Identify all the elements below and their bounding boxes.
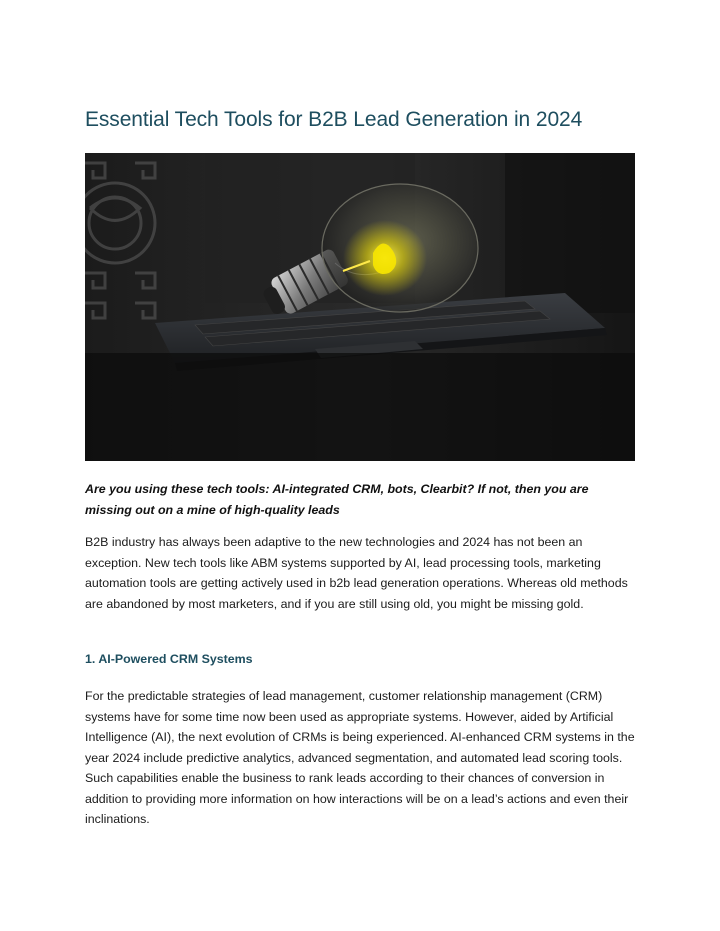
section-heading-ai-crm: 1. AI-Powered CRM Systems bbox=[85, 652, 253, 666]
lead-question: Are you using these tech tools: AI-integrated CRM, bots, Clearbit? If not, then you are missing out on a mine of high-quality leads bbox=[85, 482, 589, 517]
hero-image bbox=[85, 153, 635, 461]
intro-paragraph: B2B industry has always been adaptive to the new technologies and 2024 has not been an exception. New tech tools like ABM systems supported by AI, lead processing tools, marketing automation tools are getting actively used in b2b lead generation operations. Whereas old methods are abandoned by most marketers, and if you are still using old, you might be missing gold. bbox=[85, 535, 628, 611]
document-title: Essential Tech Tools for B2B Lead Generation in 2024 bbox=[85, 108, 583, 131]
lightbulb-laptop-illustration bbox=[85, 153, 635, 461]
section-body-ai-crm: For the predictable strategies of lead management, customer relationship management (CRM) systems have for some time now been used as appropriate systems. However, aided by Artificial Intelligence (AI), the next evolution of CRMs is being experienced. AI-enhanced CRM systems in the year 2024 include predictive analytics, advanced segmentation, and automated lead scoring tools. Such capabilities enable the business to rank leads according to their chances of conversion in addition to providing more information on how interactions will be on a lead’s actions and even their inclinations. bbox=[85, 689, 635, 826]
